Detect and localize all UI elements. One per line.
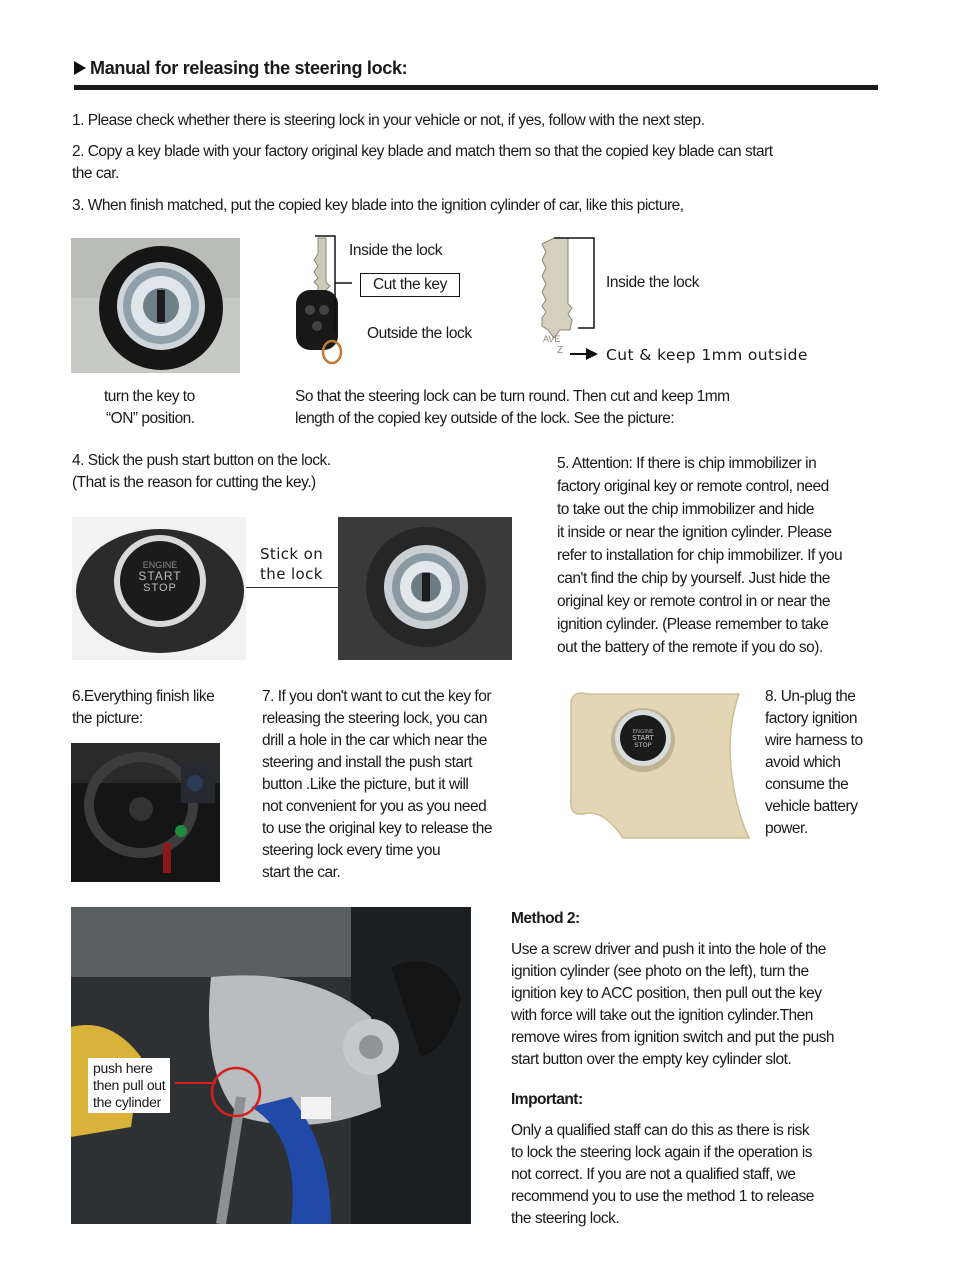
step-7-line: 7. If you don't want to cut the key for — [262, 688, 492, 705]
important-line: to lock the steering lock again if the operation is — [511, 1144, 813, 1161]
push-here-line: push here — [93, 1060, 153, 1076]
ignition-lock-photo — [71, 238, 240, 373]
step-5-line: ignition cylinder. (Please remember to take — [557, 616, 829, 633]
step-8-line: avoid which — [765, 754, 841, 771]
push-here-line: then pull out — [93, 1077, 166, 1093]
step-1: 1. Please check whether there is steering lock in your vehicle or not, if yes, follow with the next step. — [72, 112, 705, 129]
method-2-line: remove wires from ignition switch and put the push — [511, 1029, 835, 1046]
car-interior-photo — [71, 743, 220, 882]
step-8-line: vehicle battery — [765, 798, 858, 815]
important-line: recommend you to use the method 1 to release — [511, 1188, 814, 1205]
step-7-line: steering lock every time you — [262, 842, 441, 859]
step-5-line: to take out the chip immobilizer and hide — [557, 501, 814, 518]
turn-key-caption-2: “ON” position. — [106, 410, 195, 427]
ignition-lock-image — [71, 238, 240, 373]
step-6 — [72, 686, 214, 730]
method-2-line: ignition key to ACC position, then pull out the key — [511, 985, 822, 1002]
inside-the-lock-label-2: Inside the lock — [606, 274, 700, 291]
step-5-line: it inside or near the ignition cylinder. Please — [557, 524, 832, 541]
push-here-line: the cylinder — [93, 1094, 161, 1110]
connector-line — [246, 587, 338, 588]
step-5-line: refer to installation for chip immobilizer. If you — [557, 547, 843, 564]
step-6-line: 6.Everything finish like — [72, 688, 215, 705]
cut-the-key-label: Cut the key — [360, 273, 460, 297]
step-7-line: button .Like the picture, but it will — [262, 776, 469, 793]
step-8-line: consume the — [765, 776, 849, 793]
step-5 — [557, 452, 842, 659]
car-interior-image — [71, 743, 220, 882]
title-rule — [74, 85, 878, 90]
step-5-line: out the battery of the remote if you do so). — [557, 639, 823, 656]
important-line: Only a qualified staff can do this as there is risk — [511, 1122, 810, 1139]
beige-panel-image — [563, 688, 757, 850]
step-5-line: 5. Attention: If there is chip immobilizer in — [557, 455, 817, 472]
key-mark-top: AVE — [543, 334, 561, 344]
engine-label: ENGINE — [142, 560, 178, 570]
stop-label: STOP — [143, 582, 177, 594]
important-text — [511, 1120, 814, 1230]
ignition-lock-image-2 — [338, 517, 512, 660]
method-2-heading: Method 2: — [511, 910, 580, 927]
arrow-right-icon — [570, 347, 600, 361]
stick-label-2: the lock — [260, 565, 323, 583]
step-5-line: original key or remote control in or near the — [557, 593, 831, 610]
step-8-line: factory ignition — [765, 710, 857, 727]
method-2-line: Use a screw driver and push it into the hole of the — [511, 941, 826, 958]
important-line: the steering lock. — [511, 1210, 620, 1227]
step-4-line-1: 4. Stick the push start button on the lock. — [72, 452, 331, 469]
page-title: Manual for releasing the steering lock: — [74, 58, 407, 79]
step-6-line: the picture: — [72, 710, 143, 727]
step-7-line: drill a hole in the car which near the — [262, 732, 487, 749]
step-5-line: factory original key or remote control, need — [557, 478, 829, 495]
step-8-line: wire harness to — [765, 732, 863, 749]
start-label: START — [138, 569, 182, 583]
method-2-line: with force will take out the ignition cylinder.Then — [511, 1007, 813, 1024]
step-8 — [765, 686, 863, 840]
step-4-line-2: (That is the reason for cutting the key.) — [72, 474, 316, 491]
svg-text:STOP: STOP — [634, 741, 652, 749]
stick-label-1: Stick on — [260, 545, 324, 563]
step-8-line: 8. Un-plug the — [765, 688, 856, 705]
step-2-line-1: 2. Copy a key blade with your factory original key blade and match them so that the copied key blade can start — [72, 143, 773, 160]
step-3: 3. When finish matched, put the copied key blade into the ignition cylinder of car, like this picture, — [72, 197, 684, 214]
important-line: not correct. If you are not a qualified staff, we — [511, 1166, 796, 1183]
step-7-line: releasing the steering lock, you can — [262, 710, 487, 727]
svg-text:START: START — [632, 734, 654, 742]
step-5-line: can't find the chip by yourself. Just hide the — [557, 570, 830, 587]
cut-keep-label: Cut & keep 1mm outside — [606, 346, 808, 364]
push-here-label — [88, 1058, 170, 1113]
so-caption-1: So that the steering lock can be turn round. Then cut and keep 1mm — [295, 388, 730, 405]
svg-text:ENGINE: ENGINE — [632, 729, 654, 735]
beige-panel-photo — [563, 688, 757, 850]
so-caption-2: length of the copied key outside of the lock. See the picture: — [295, 410, 675, 427]
key-mark-bottom: Z — [557, 345, 564, 356]
turn-key-caption-1: turn the key to — [104, 388, 195, 405]
inside-the-lock-label: Inside the lock — [349, 242, 443, 259]
step-7 — [262, 686, 492, 884]
method-2-text — [511, 939, 834, 1071]
method-2-line: ignition cylinder (see photo on the left), turn the — [511, 963, 809, 980]
step-7-line: not convenient for you as you need — [262, 798, 487, 815]
ignition-lock-photo-2 — [338, 517, 512, 660]
key-diagram-right — [536, 234, 606, 364]
outside-the-lock-label: Outside the lock — [367, 325, 472, 342]
method-2-line: start button over the empty key cylinder slot. — [511, 1051, 792, 1068]
push-start-button-photo — [72, 517, 246, 660]
step-2-line-2: the car. — [72, 165, 119, 182]
step-7-line: start the car. — [262, 864, 341, 881]
step-7-line: to use the original key to release the — [262, 820, 493, 837]
step-8-line: power. — [765, 820, 808, 837]
important-heading: Important: — [511, 1091, 583, 1108]
step-7-line: steering and install the push start — [262, 754, 472, 771]
triangle-bullet-icon — [74, 61, 86, 75]
